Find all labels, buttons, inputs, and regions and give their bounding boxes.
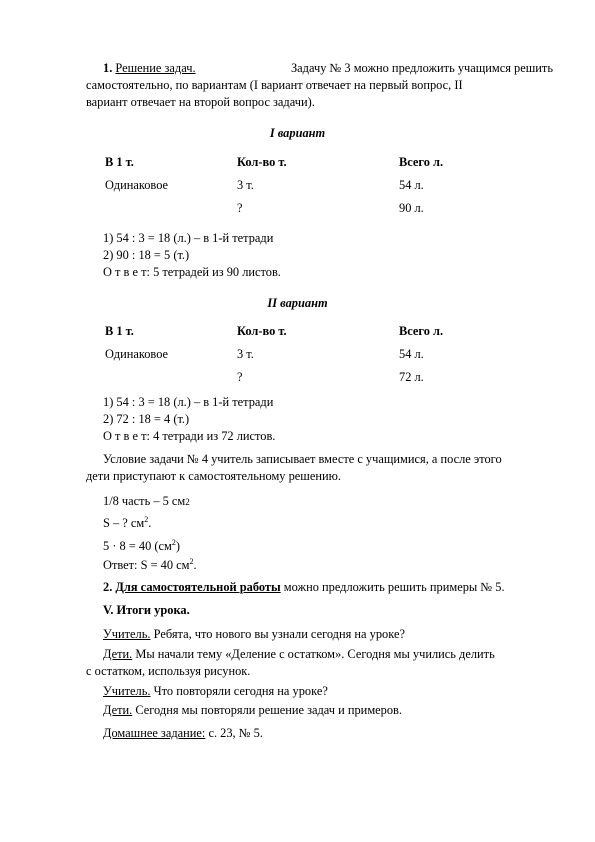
variant1-step-1: 1) 54 : 3 = 18 (л.) – в 1-й тетради — [103, 231, 274, 245]
variant2-header-2: Кол-во т. — [237, 324, 287, 338]
area-line3 — [103, 539, 180, 553]
summary-children2 — [103, 703, 402, 717]
area-line4 — [103, 558, 197, 572]
children-label: Дети. — [103, 703, 133, 717]
area-line2-end: . — [148, 516, 152, 530]
variant1-cell: ? — [237, 201, 243, 215]
summary-teacher2 — [103, 684, 328, 698]
variant1-cell: Одинаковое — [105, 178, 169, 192]
answer-text: 5 тетрадей из 90 листов. — [153, 265, 281, 279]
teacher-label: Учитель. — [103, 684, 151, 698]
area-line2-sup: 2 — [144, 515, 149, 524]
area-line3-end: ) — [175, 539, 180, 553]
task1-lead: Решение задач. — [115, 61, 196, 75]
variant2-step-1: 1) 54 : 3 = 18 (л.) – в 1-й тетради — [103, 395, 274, 409]
children-text: Сегодня мы повторяли решение задач и примеров. — [135, 703, 402, 717]
task4-line1: Условие задачи № 4 учитель записывает вместе с учащимися, а после этого — [103, 452, 502, 466]
task2-number: 2. — [103, 580, 113, 594]
variant2-cell: 3 т. — [237, 347, 254, 361]
task1-line3: вариант отвечает на второй вопрос задачи). — [86, 95, 315, 109]
area-line3-sup: 2 — [171, 538, 176, 547]
variant1-title: I вариант — [269, 126, 326, 140]
variant1-header-1: В 1 т. — [105, 155, 134, 169]
variant2-header-3: Всего л. — [399, 324, 444, 338]
teacher-text: Что повторяли сегодня на уроке? — [153, 684, 328, 698]
task1-line1-text: Задачу № 3 можно предложить учащимся решить — [290, 61, 553, 75]
area-line2-text: S – ? см — [103, 516, 145, 530]
homework-text: с. 23, № 5. — [208, 726, 263, 740]
variant2-answer — [103, 429, 275, 443]
summary-heading: V. Итоги урока. — [103, 603, 190, 617]
variant1-cell: 3 т. — [237, 178, 254, 192]
variant2-cell: Одинаковое — [105, 347, 169, 361]
variant1-header-3: Всего л. — [399, 155, 444, 169]
variant2-cell: ? — [237, 370, 243, 384]
teacher-label: Учитель. — [103, 627, 151, 641]
task4-line2: дети приступают к самостоятельному решению. — [86, 469, 341, 483]
answer-label: О т в е т: — [103, 429, 150, 443]
task1-number: 1. — [103, 61, 113, 75]
area-line2 — [103, 516, 151, 530]
area-line4-text: Ответ: S = 40 см — [103, 558, 190, 572]
answer-label: О т в е т: — [103, 265, 150, 279]
task2-lead: Для самостоятельной работы — [115, 580, 281, 594]
variant2-cell: 72 л. — [399, 370, 424, 384]
summary-teacher1 — [103, 627, 405, 641]
variant1-answer — [103, 265, 281, 279]
area-line1-unit: 2 — [185, 497, 190, 507]
area-line4-sup: 2 — [189, 557, 194, 566]
area-line1 — [103, 494, 190, 509]
answer-text: 4 тетради из 72 листов. — [153, 429, 276, 443]
variant1-cell: 54 л. — [399, 178, 424, 192]
children-text: Мы начали тему «Деление с остатком». Сегодня мы учились делить — [135, 647, 495, 661]
variant2-cell: 54 л. — [399, 347, 424, 361]
variant1-header-2: Кол-во т. — [237, 155, 287, 169]
homework — [103, 726, 263, 740]
task1-line2: самостоятельно, по вариантам (I вариант отвечает на первый вопрос, II — [86, 78, 463, 92]
summary-children1 — [103, 647, 495, 661]
teacher-text: Ребята, что нового вы узнали сегодня на уроке? — [153, 627, 405, 641]
variant1-cell: 90 л. — [399, 201, 424, 215]
children-label: Дети. — [103, 647, 133, 661]
homework-label: Домашнее задание: — [103, 726, 206, 740]
variant2-step-2: 2) 72 : 18 = 4 (т.) — [103, 412, 190, 426]
task2-text: можно предложить решить примеры № 5. — [283, 580, 505, 594]
task2-line — [103, 580, 505, 594]
variant2-title: II вариант — [267, 296, 328, 310]
area-line3-text: 5 · 8 = 40 (см — [103, 539, 172, 553]
variant1-step-2: 2) 90 : 18 = 5 (т.) — [103, 248, 190, 262]
variant2-header-1: В 1 т. — [105, 324, 134, 338]
summary-children1-line2: с остатком, используя рисунок. — [86, 664, 251, 678]
area-line1-text: 1/8 часть – 5 см — [103, 494, 186, 508]
task1-line1 — [103, 61, 553, 75]
area-line4-end: . — [193, 558, 197, 572]
